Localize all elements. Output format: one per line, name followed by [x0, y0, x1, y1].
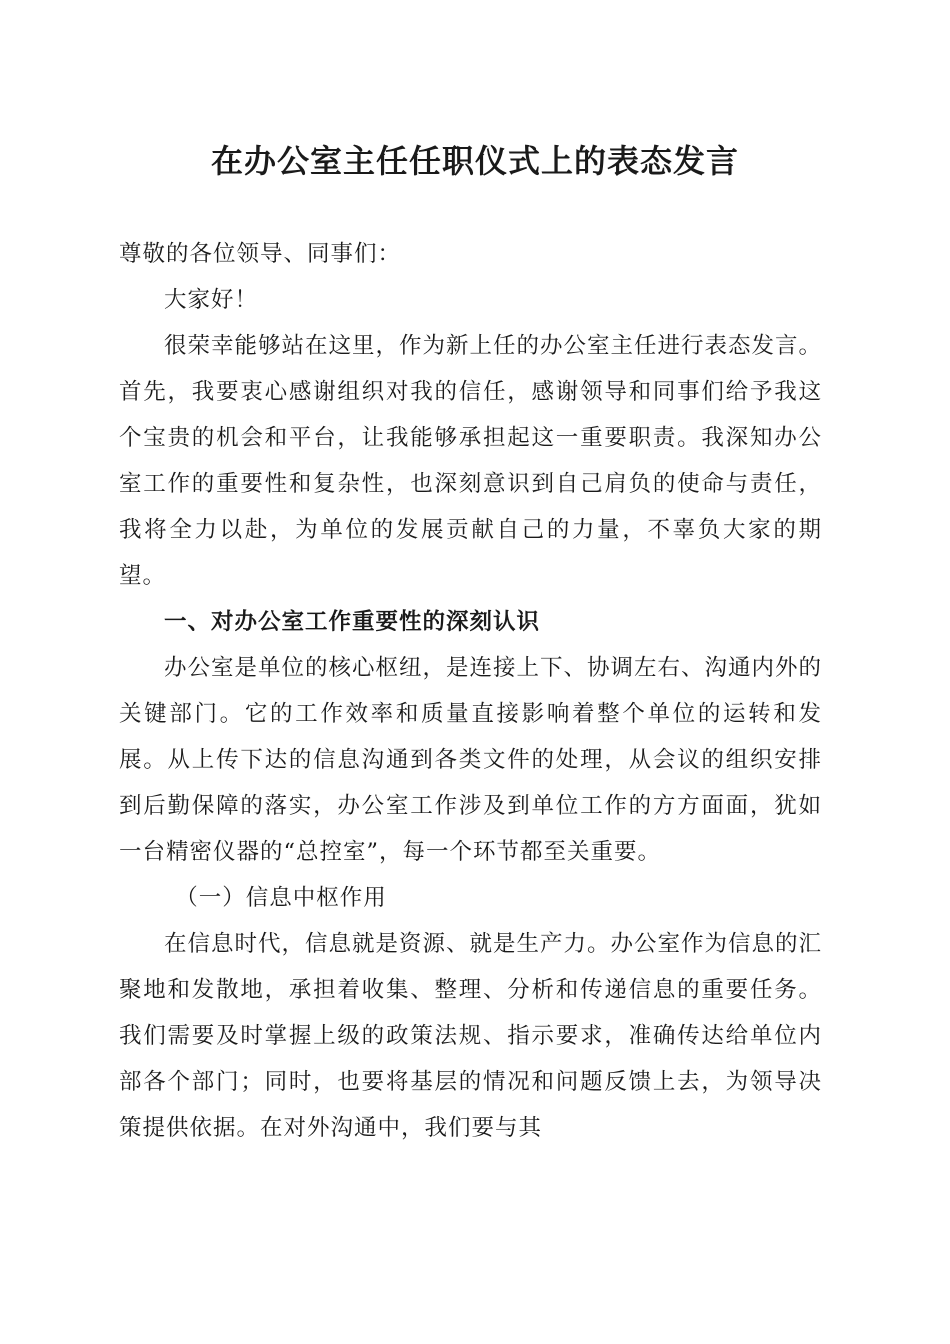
document-title: 在办公室主任任职仪式上的表态发言: [210, 142, 739, 180]
document-body: [119, 231, 822, 1151]
subsection-paragraph: 在信息时代，信息就是资源、就是生产力。办公室作为信息的汇聚地和发散地，承担着收集、整理、分析和传递信息的重要任务。我们需要及时掌握上级的政策法规、指示要求，准确传达给单位内部各个部门；同时，也要将基层的情况和问题反馈上去，为领导决策提供依据。在对外沟通中，我们要与其: [119, 931, 823, 1141]
subsection-heading: （一）信息中枢作用: [175, 885, 387, 911]
intro-paragraph: 很荣幸能够站在这里，作为新上任的办公室主任进行表态发言。首先，我要衷心感谢组织对我的信任，感谢领导和同事们给予我这个宝贵的机会和平台，让我能够承担起这一重要职责。我深知办公室工作的重要性和复杂性，也深刻意识到自己肩负的使命与责任，我将全力以赴，为单位的发展贡献自己的力量，不辜负大家的期望。: [119, 333, 823, 589]
section-heading: 一、对办公室工作重要性的深刻认识: [164, 609, 541, 635]
greeting: 大家好！: [164, 287, 259, 313]
section-paragraph: 办公室是单位的核心枢纽，是连接上下、协调左右、沟通内外的关键部门。它的工作效率和质量直接影响着整个单位的运转和发展。从上传下达的信息沟通到各类文件的处理，从会议的组织安排到后勤保障的落实，办公室工作涉及到单位工作的方方面面，犹如一台精密仪器的“总控室”，每一个环节都至关重要。: [119, 655, 823, 865]
salutation: 尊敬的各位领导、同事们：: [119, 241, 402, 267]
